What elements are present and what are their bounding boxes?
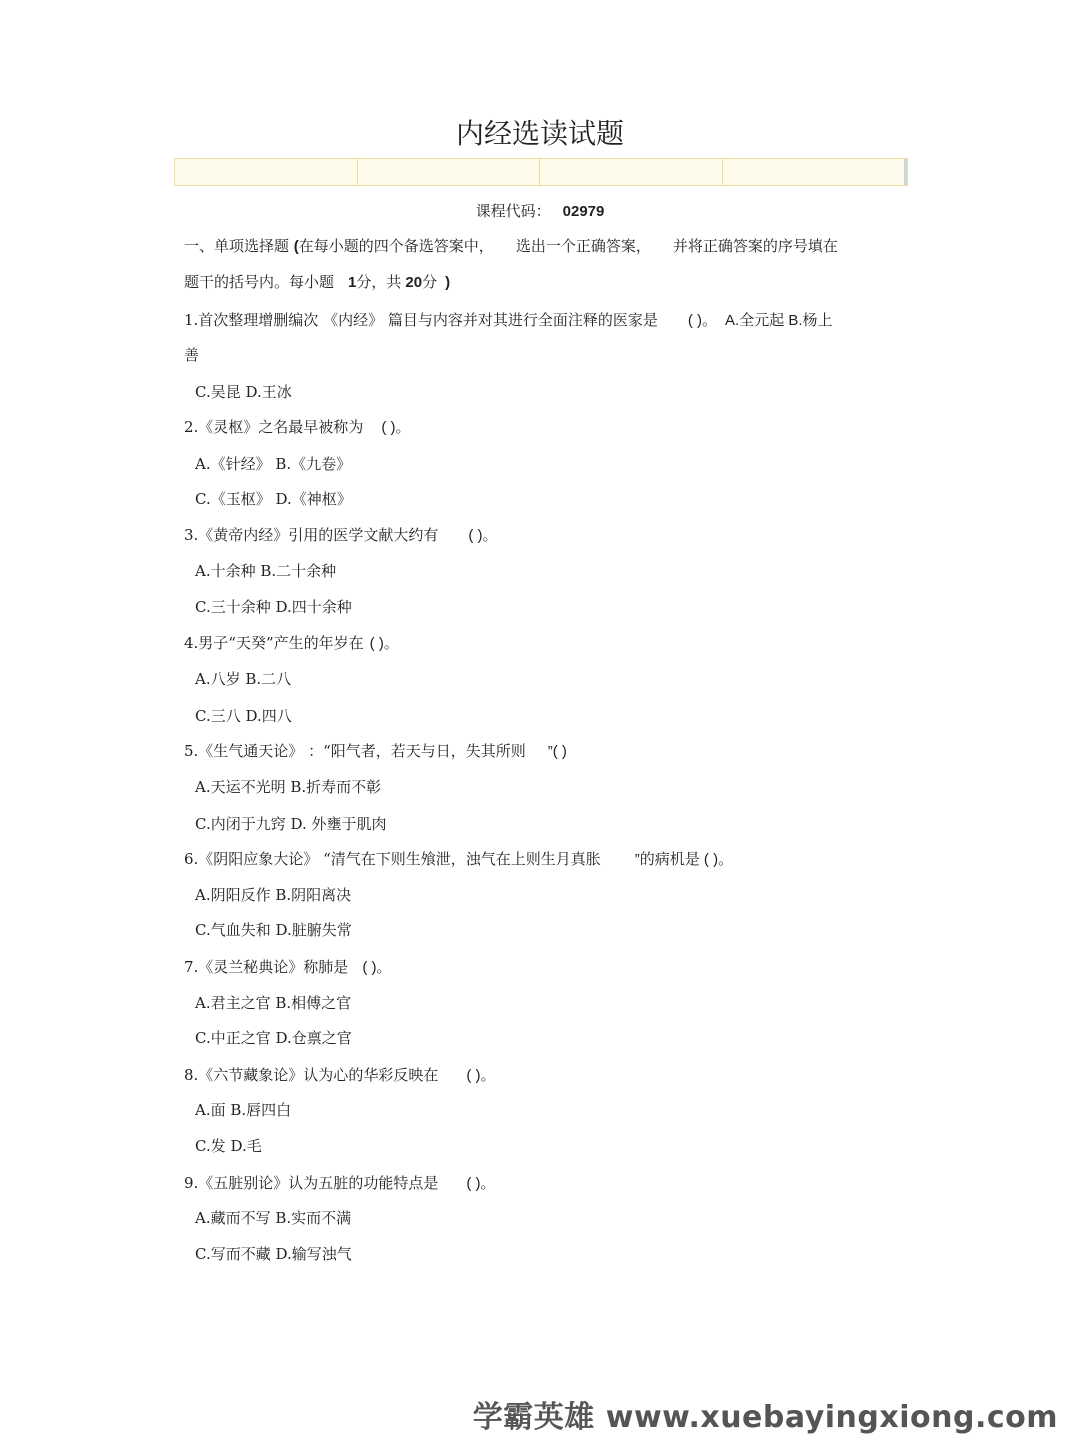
option-line: A.天运不光明 B.折寿而不彰 bbox=[195, 778, 382, 796]
instruction-text: 分，共 bbox=[356, 273, 402, 291]
option-line: C.气血失和 D.脏腑失常 bbox=[195, 921, 352, 939]
question-stem bbox=[184, 1173, 496, 1194]
option-line: A.八岁 B.二八 bbox=[195, 670, 292, 688]
stem-text: 6.《阴阳应象大论》 “清气在下则生飧泄，浊气在上则生月真胀 bbox=[184, 850, 601, 868]
answer-paren: ”( ) bbox=[547, 743, 567, 760]
question-stem bbox=[184, 525, 498, 546]
option-line: C.《玉枢》 D.《神枢》 bbox=[195, 490, 352, 508]
instruction-text: 分 bbox=[422, 273, 438, 291]
score-cell bbox=[358, 159, 541, 185]
stem-text: 1.首次整理增删编次 《内经》 篇目与内容并对其进行全面注释的医家是 bbox=[184, 311, 658, 329]
instruction-paren-close: ) bbox=[445, 274, 451, 291]
option-line: A.十余种 B.二十余种 bbox=[195, 562, 337, 580]
stem-text: 8.《六节藏象论》认为心的华彩反映在 bbox=[184, 1066, 439, 1084]
course-code-line bbox=[0, 200, 1080, 221]
stem-text: 2.《灵枢》之名最早被称为 bbox=[184, 418, 364, 436]
question-stem bbox=[184, 310, 833, 331]
question-stem bbox=[184, 1065, 496, 1086]
instruction-text: 在每小题的四个备选答案中， bbox=[298, 237, 494, 255]
option-line: C.三十余种 D.四十余种 bbox=[195, 598, 352, 616]
stem-text: 3.《黄帝内经》引用的医学文献大约有 bbox=[184, 526, 439, 544]
answer-paren: ( )。 bbox=[466, 1175, 496, 1192]
option-line: A.《针经》 B.《九卷》 bbox=[195, 455, 352, 473]
page-title: 内经选读试题 bbox=[455, 117, 624, 150]
option-line: A.君主之官 B.相傅之官 bbox=[195, 994, 352, 1012]
question-stem bbox=[184, 633, 399, 654]
answer-paren: ( )。 bbox=[687, 312, 718, 329]
question-stem bbox=[184, 417, 411, 438]
instruction-paren-open: ( bbox=[293, 238, 299, 255]
answer-paren: ( )。 bbox=[468, 527, 498, 544]
answer-paren: ( )。 bbox=[362, 959, 392, 976]
option-line: A.藏而不写 B.实而不满 bbox=[195, 1209, 352, 1227]
stem-text: 7.《灵兰秘典论》称肺是 bbox=[184, 958, 349, 976]
option-line: C.内闭于九窍 D. 外壅于肌肉 bbox=[195, 815, 387, 833]
option-line: A.面 B.唇四白 bbox=[195, 1101, 292, 1119]
option-line: C.写而不藏 D.输写浊气 bbox=[195, 1245, 352, 1263]
option-line: C.吴昆 D.王冰 bbox=[195, 383, 292, 401]
score-cell bbox=[175, 159, 358, 185]
inline-options: A.全元起 B.杨上 bbox=[725, 312, 833, 329]
question-stem bbox=[184, 849, 733, 870]
section-heading: 一、单项选择题 bbox=[184, 237, 290, 255]
instruction-text: 并将正确答案的序号填在 bbox=[672, 237, 838, 255]
stem-text: 5.《生气通天论》 ：“阳气者，若天与日，失其所则 bbox=[184, 742, 526, 760]
option-line: C.发 D.毛 bbox=[195, 1137, 262, 1155]
answer-paren: ( )。 bbox=[381, 419, 411, 436]
section-instruction-line-2 bbox=[184, 272, 450, 293]
score-cell bbox=[540, 159, 723, 185]
stem-text: 4.男子“天癸”产生的年岁在 bbox=[184, 634, 364, 652]
answer-paren: ( )。 bbox=[466, 1067, 496, 1084]
answer-paren: ”的病机是 ( )。 bbox=[634, 851, 734, 868]
site-watermark: 学霸英雄 www.xuebayingxiong.com bbox=[472, 1400, 1058, 1435]
question-stem-wrap: 善 bbox=[184, 346, 200, 364]
question-stem bbox=[184, 741, 567, 762]
course-code-label: 课程代码： bbox=[475, 202, 551, 220]
instruction-text: 选出一个正确答案， bbox=[515, 237, 651, 255]
answer-paren: ( )。 bbox=[369, 635, 399, 652]
instruction-points: 1 bbox=[348, 274, 357, 291]
instruction-text: 题干的括号内。每小题 bbox=[184, 273, 335, 291]
instruction-total: 20 bbox=[405, 274, 423, 291]
option-line: C.中正之官 D.仓禀之官 bbox=[195, 1029, 352, 1047]
section-instruction-line-1 bbox=[184, 236, 838, 257]
score-table bbox=[174, 158, 908, 186]
option-line: A.阴阳反作 B.阴阳离决 bbox=[195, 886, 352, 904]
option-line: C.三八 D.四八 bbox=[195, 707, 292, 725]
score-cell bbox=[723, 159, 908, 185]
course-code-value: 02979 bbox=[562, 203, 605, 220]
stem-text: 9.《五脏别论》认为五脏的功能特点是 bbox=[184, 1174, 439, 1192]
question-stem bbox=[184, 957, 392, 978]
